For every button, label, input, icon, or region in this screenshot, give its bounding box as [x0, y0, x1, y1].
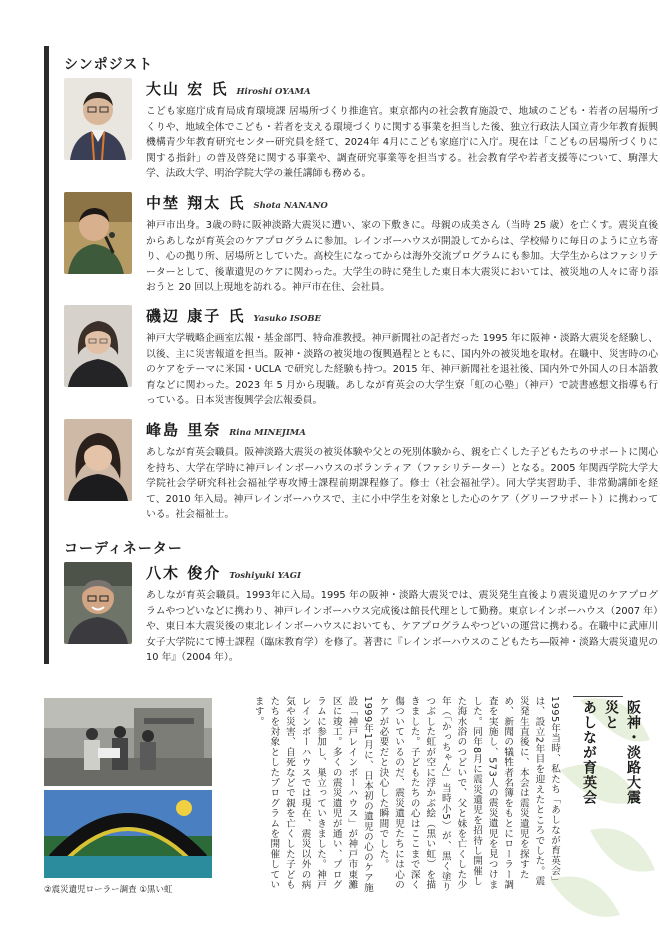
- history-title: [568, 700, 644, 810]
- person-card: [64, 192, 658, 293]
- person-name-romaji: Hiroshi OYAMA: [236, 87, 311, 97]
- person-bio: あしなが育英会職員。1993年に入局。1995 年の阪神・淡路大震災では、震災発生直後より震災遺児のケアプログラムやつどいなどに携わり、神戸レインボーハウス完成後は館長代理として勤務。東京レインボーハウス（2007 年）や、東日本大震災後の東北レインボーハウスにおいても、ケアプログラムやつどいの運営に携わる。在職中に武庫川女子大学院にて博士課程（臨床教育学）を修了。著書に『レインボーハウスのこどもたち―阪神・淡路大震災遺児の 10 年』（2004 年）。: [146, 590, 658, 663]
- person-name-romaji: Yasuko ISOBE: [253, 314, 322, 324]
- section-heading-symposists: シンポジスト: [64, 57, 154, 73]
- history-title-line2: あしなが育英会: [581, 700, 597, 805]
- portrait-photo: [64, 192, 132, 274]
- title-divider: [573, 696, 623, 697]
- person-name: 峰島 里奈: [146, 421, 222, 439]
- portrait-photo: [64, 419, 132, 501]
- person-card: [64, 305, 658, 406]
- person-name: 磯辺 康子 氏: [146, 307, 246, 325]
- portrait-photo: [64, 562, 132, 644]
- person-bio: 神戸市出身。3歳の時に阪神淡路大震災に遭い、家の下敷きに。母親の成美さん（当時 25 歳）を亡くす。震災直後からあしなが育英会のケアプログラムに参加。レインボーハウスが開設してからは、学校帰りに毎日のように立ち寄り、心の拠り所、居場所としていた。高校生になってからは海外交流プログラムにも参加。大学生からはファシリテーターとして、後輩遺児のケアに関わった。大学生の時に発生した東日本大震災においては、被災地の人々に寄り添おうと 20 回以上現地を訪れる。神戸市在住、会社員。: [146, 220, 658, 293]
- person-name-romaji: Shota NANANO: [253, 201, 328, 211]
- portrait-photo: [64, 78, 132, 160]
- person-bio: あしなが育英会職員。阪神淡路大震災の被災体験や父との死別体験から、親を亡くした子どもたちのサポートに関心を持ち、大学在学時に神戸レインボーハウスのボランティア（ファシリテーター）となる。2005 年関西学院大学大学院社会学研究科社会福祉学専攻博士課程前期課程修了。修士（社会福祉学）。同大学実習助手、非常勤講師を経て、2010 年入局。神戸レインボーハウスで、主に小中学生を対象とした心のケア（グリーフサポート）に携わっている。社会福祉士。: [146, 447, 658, 520]
- black-rainbow-drawing: [44, 790, 212, 878]
- person-card: [64, 419, 658, 520]
- portrait-photo: [64, 305, 132, 387]
- person-name-romaji: Rina MINEJIMA: [229, 428, 306, 438]
- person-bio: こども家庭庁成育局成育環境課 居場所づくり推進官。東京都内の社会教育施設で、地域のこども・若者の居場所づくりや、地域全体でこども・若者を支える環境づくりに関する事業を担当した後、独立行政法人国立青少年教育振興機構青少年教育研究センター研究員を経て、2024年 4月にこども家庭庁に入庁。現在は「こどもの居場所づくりに関する指針」の普及啓発に関する事業や、調査研究事業等を担当する。社会教育学や若者支援等について、駒澤大学、法政大学、明治学院大学の兼任講師も務める。: [146, 106, 658, 179]
- person-name: 八木 俊介: [146, 564, 222, 582]
- section-heading-coordinator: コーディネーター: [64, 541, 183, 557]
- person-name-romaji: Toshiyuki YAGI: [229, 571, 301, 581]
- history-title-line1: 阪神・淡路大震災と: [603, 700, 641, 805]
- person-card: [64, 562, 658, 663]
- survey-photo: [44, 698, 212, 786]
- history-body-text: 1995年当時、私たち「あしなが育英会」は、設立2年目を迎えたところでした。震災発生直後に、本会は震災遺児を探すため、新聞の犠牲者名簿をもとにローラー調査を実施し、573人の震災遺児を見つけました。同年8月に震災遺児を招待し開催した海水浴のつどいで、父と妹を亡くした少年（「かっちゃん」当時小5）が、黒く塗りつぶした虹が空に浮かぶ絵（黒い虹）を描きました。子どもたちの心はここまで深く傷ついているのだ、震災遺児たちには心のケアが必要だと決心した瞬間でした。1999年1月に、日本初の遺児の心のケア施設「神戸レインボーハウス」が神戸市東灘区に竣工。多くの震災遺児が通い、プログラムに参加し、巣立っていきました。神戸レインボーハウスでは現在、震災以外の病気や災害、自死などで親を亡くした子どもたちを対象としたプログラムを開催しています。: [252, 696, 560, 893]
- person-bio: 神戸大学戦略企画室広報・基金部門、特命准教授。神戸新聞社の記者だった 1995 年に阪神・淡路大震災を経験し、以後、主に災害報道を担当。阪神・淡路の被災地の復興過程とともに、国内外の被災地を取材。在職中、災害時の心のケアをテーマに米国・UCLA で研究した経験も持つ。2015 年、神戸新聞社を退社後、国内外で外国人の日本語教育などに関わった。2023 年 5 月から現職。あしなが育英会の大学生寮「虹の心塾」（神戸）で読書感想文指導も行っている。日本災害復興学会広報委員。: [146, 333, 658, 406]
- person-name: 中埜 翔太 氏: [146, 194, 246, 212]
- photo-caption: ②震災遺児ローラー調査 ①黒い虹: [44, 885, 173, 895]
- person-name: 大山 宏 氏: [146, 80, 229, 98]
- person-card: [64, 78, 658, 179]
- left-accent-bar: [44, 46, 49, 664]
